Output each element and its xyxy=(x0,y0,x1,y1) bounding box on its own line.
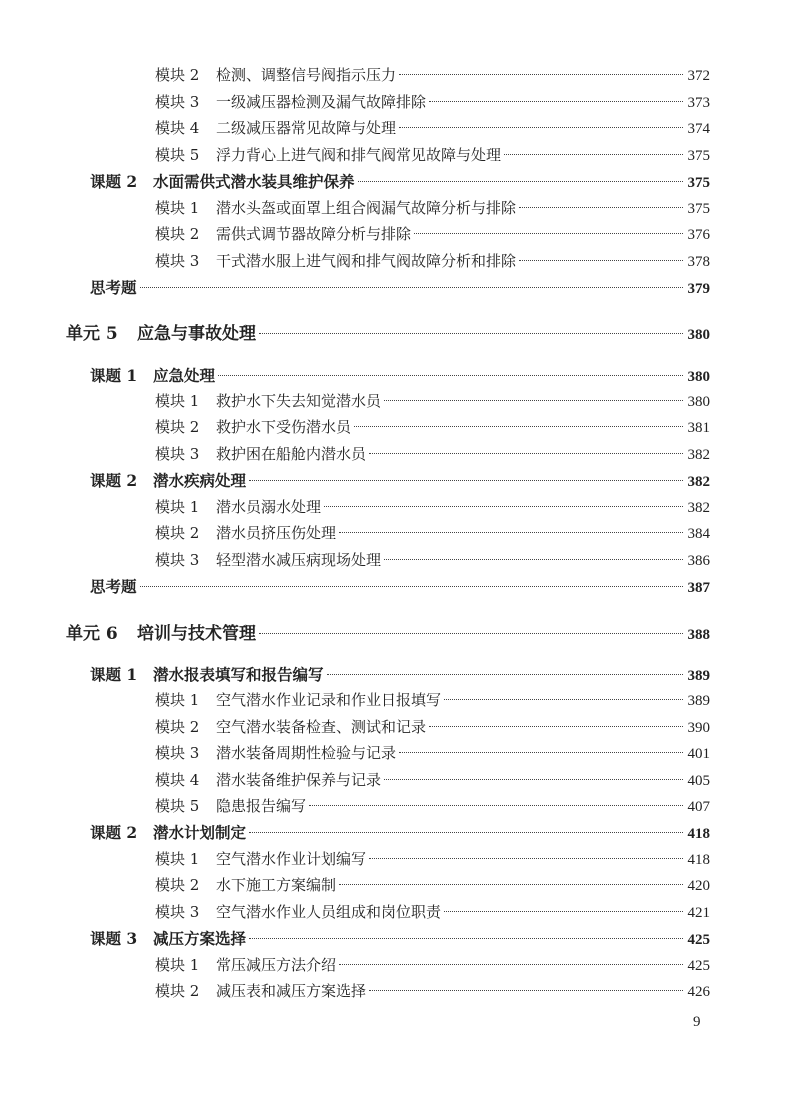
toc-entry-label: 模块 3 xyxy=(155,445,200,463)
dot-leader xyxy=(519,207,682,208)
dot-leader xyxy=(444,911,682,912)
toc-module-entry xyxy=(155,795,710,816)
toc-entry-title: 常压减压方法介绍 xyxy=(216,956,337,974)
dot-leader xyxy=(384,400,682,401)
toc-entry-label: 模块 2 xyxy=(155,524,200,542)
toc-module-entry xyxy=(155,980,710,1001)
toc-questions-entry xyxy=(90,575,710,597)
toc-entry-label: 模块 3 xyxy=(155,93,200,111)
toc-entry-label: 模块 3 xyxy=(155,252,200,270)
dot-leader xyxy=(249,480,682,481)
dot-leader xyxy=(384,559,682,560)
toc-entry-label: 课题 1 xyxy=(90,665,138,684)
toc-entry-label: 课题 2 xyxy=(90,823,138,842)
dot-leader xyxy=(358,181,683,182)
toc-module-entry xyxy=(155,223,710,244)
toc-page-number: 418 xyxy=(687,826,710,842)
toc-page-number: 390 xyxy=(687,720,710,736)
toc-topic-entry xyxy=(90,663,710,685)
toc-page-number: 384 xyxy=(687,526,710,542)
toc-entry-label: 课题 2 xyxy=(90,471,138,490)
toc-entry-label: 课题 1 xyxy=(90,366,138,385)
toc-page-number: 425 xyxy=(687,932,710,948)
toc-entry-label: 单元 6 xyxy=(66,624,118,644)
toc-entry-label: 模块 2 xyxy=(155,718,200,736)
toc-page-number: 389 xyxy=(687,693,710,709)
toc-entry-label: 课题 3 xyxy=(90,929,138,948)
toc-entry-title: 减压表和减压方案选择 xyxy=(216,982,367,1000)
dot-leader xyxy=(309,805,682,806)
toc-entry-title: 检测、调整信号阀指示压力 xyxy=(216,66,397,84)
toc-entry-label: 模块 2 xyxy=(155,225,200,243)
toc-module-entry xyxy=(155,64,710,85)
toc-entry-label: 模块 3 xyxy=(155,744,200,762)
toc-entry-title: 潜水员溺水处理 xyxy=(216,498,322,516)
toc-entry-title: 空气潜水作业记录和作业日报填写 xyxy=(216,691,442,709)
toc-entry-label: 思考题 xyxy=(90,577,137,596)
toc-topic-entry xyxy=(90,927,710,949)
toc-page-number: 420 xyxy=(687,878,710,894)
dot-leader xyxy=(384,779,682,780)
toc-module-entry xyxy=(155,91,710,112)
toc-page-number: 386 xyxy=(687,553,710,569)
toc-topic-entry xyxy=(90,821,710,843)
dot-leader xyxy=(140,586,683,587)
toc-module-entry xyxy=(155,742,710,763)
toc-entry-label: 模块 2 xyxy=(155,66,200,84)
toc-page-number: 382 xyxy=(687,500,710,516)
toc-entry-title: 空气潜水装备检查、测试和记录 xyxy=(216,718,427,736)
dot-leader xyxy=(327,674,683,675)
toc-entry-label: 模块 4 xyxy=(155,119,200,137)
toc-questions-entry xyxy=(90,276,710,298)
dot-leader xyxy=(369,858,682,859)
toc-page-number: 382 xyxy=(687,447,710,463)
toc-entry-title: 救护困在船舱内潜水员 xyxy=(216,445,367,463)
dot-leader xyxy=(504,154,682,155)
toc-page-number: 378 xyxy=(687,254,710,270)
toc-module-entry xyxy=(155,522,710,543)
toc-entry-title: 应急与事故处理 xyxy=(137,324,256,344)
toc-entry-title: 潜水装备周期性检验与记录 xyxy=(216,744,397,762)
toc-entry-label: 模块 5 xyxy=(155,797,200,815)
toc-module-entry xyxy=(155,144,710,165)
toc-entry-title: 减压方案选择 xyxy=(153,929,247,948)
toc-entry-title: 干式潜水服上进气阀和排气阀故障分析和排除 xyxy=(216,252,517,270)
toc-page-number: 421 xyxy=(687,905,710,921)
toc-unit-entry xyxy=(66,619,710,644)
toc-entry-label: 单元 5 xyxy=(66,324,118,344)
toc-entry-title: 培训与技术管理 xyxy=(137,624,256,644)
toc-module-entry xyxy=(155,769,710,790)
toc-page-number: 389 xyxy=(687,668,710,684)
dot-leader xyxy=(259,633,683,634)
toc-entry-title: 潜水头盔或面罩上组合阀漏气故障分析与排除 xyxy=(216,199,517,217)
dot-leader xyxy=(519,260,682,261)
dot-leader xyxy=(218,375,682,376)
dot-leader xyxy=(369,990,682,991)
toc-entry-label: 模块 2 xyxy=(155,418,200,436)
toc-entry-title: 潜水装备维护保养与记录 xyxy=(216,771,382,789)
toc-module-entry xyxy=(155,250,710,271)
toc-module-entry xyxy=(155,443,710,464)
toc-page-number: 379 xyxy=(687,281,710,297)
toc-topic-entry xyxy=(90,469,710,491)
toc-page-number: 373 xyxy=(687,95,710,111)
dot-leader xyxy=(399,752,682,753)
toc-topic-entry xyxy=(90,170,710,192)
dot-leader xyxy=(399,74,682,75)
toc-page-number: 375 xyxy=(687,201,710,217)
toc-entry-label: 模块 1 xyxy=(155,498,200,516)
toc-unit-entry xyxy=(66,319,710,344)
toc-page-number: 405 xyxy=(687,773,710,789)
toc-page-number: 375 xyxy=(687,148,710,164)
dot-leader xyxy=(354,426,682,427)
dot-leader xyxy=(339,532,682,533)
toc-entry-title: 空气潜水作业人员组成和岗位职责 xyxy=(216,903,442,921)
toc-module-entry xyxy=(155,197,710,218)
toc-entry-title: 潜水员挤压伤处理 xyxy=(216,524,337,542)
toc-module-entry xyxy=(155,390,710,411)
toc-page-number: 375 xyxy=(687,175,710,191)
toc-page-number: 380 xyxy=(687,369,710,385)
dot-leader xyxy=(249,832,682,833)
toc-page-number: 407 xyxy=(687,799,710,815)
toc-module-entry xyxy=(155,954,710,975)
dot-leader xyxy=(444,699,682,700)
toc-entry-title: 救护水下受伤潜水员 xyxy=(216,418,352,436)
toc-page-number: 426 xyxy=(687,984,710,1000)
toc-module-entry xyxy=(155,716,710,737)
toc-module-entry xyxy=(155,117,710,138)
toc-entry-title: 空气潜水作业计划编写 xyxy=(216,850,367,868)
toc-topic-entry xyxy=(90,364,710,386)
dot-leader xyxy=(429,726,682,727)
dot-leader xyxy=(339,964,682,965)
dot-leader xyxy=(339,884,682,885)
toc-page-number: 382 xyxy=(687,474,710,490)
toc-entry-label: 模块 3 xyxy=(155,551,200,569)
toc-module-entry xyxy=(155,416,710,437)
dot-leader xyxy=(259,333,683,334)
toc-entry-title: 需供式调节器故障分析与排除 xyxy=(216,225,412,243)
toc-entry-title: 潜水报表填写和报告编写 xyxy=(153,665,324,684)
toc-entry-label: 模块 1 xyxy=(155,199,200,217)
toc-page-number: 425 xyxy=(687,958,710,974)
toc-entry-label: 模块 2 xyxy=(155,982,200,1000)
toc-page-number: 388 xyxy=(687,627,710,643)
toc-page-number: 401 xyxy=(687,746,710,762)
toc-module-entry xyxy=(155,549,710,570)
toc-entry-label: 模块 3 xyxy=(155,903,200,921)
dot-leader xyxy=(414,233,682,234)
toc-entry-label: 模块 2 xyxy=(155,876,200,894)
toc-entry-title: 水面需供式潜水装具维护保养 xyxy=(153,172,355,191)
toc-page-number: 387 xyxy=(687,580,710,596)
toc-entry-title: 二级减压器常见故障与处理 xyxy=(216,119,397,137)
toc-page-number: 380 xyxy=(687,394,710,410)
toc-entry-label: 模块 1 xyxy=(155,392,200,410)
toc-page-number: 374 xyxy=(687,121,710,137)
toc-page-number: 372 xyxy=(687,68,710,84)
toc-module-entry xyxy=(155,874,710,895)
dot-leader xyxy=(399,127,682,128)
toc-entry-title: 一级减压器检测及漏气故障排除 xyxy=(216,93,427,111)
toc-entry-label: 模块 4 xyxy=(155,771,200,789)
toc-page-number: 418 xyxy=(687,852,710,868)
toc-entry-label: 模块 1 xyxy=(155,691,200,709)
toc-entry-label: 模块 1 xyxy=(155,956,200,974)
toc-entry-title: 隐患报告编写 xyxy=(216,797,307,815)
dot-leader xyxy=(140,287,683,288)
toc-entry-title: 水下施工方案编制 xyxy=(216,876,337,894)
page-number: 9 xyxy=(693,1014,701,1030)
toc-entry-label: 模块 1 xyxy=(155,850,200,868)
toc-module-entry xyxy=(155,496,710,517)
toc-entry-title: 潜水计划制定 xyxy=(153,823,247,842)
dot-leader xyxy=(324,506,682,507)
toc-page-number: 381 xyxy=(687,420,710,436)
toc-entry-title: 潜水疾病处理 xyxy=(153,471,247,490)
toc-page-number: 376 xyxy=(687,227,710,243)
toc-module-entry xyxy=(155,901,710,922)
toc-entry-title: 应急处理 xyxy=(153,366,216,385)
toc-entry-title: 轻型潜水减压病现场处理 xyxy=(216,551,382,569)
toc-entry-title: 救护水下失去知觉潜水员 xyxy=(216,392,382,410)
toc-entry-label: 思考题 xyxy=(90,278,137,297)
dot-leader xyxy=(369,453,682,454)
toc-page-number: 380 xyxy=(687,327,710,343)
dot-leader xyxy=(429,101,682,102)
toc-module-entry xyxy=(155,848,710,869)
dot-leader xyxy=(249,938,682,939)
toc-entry-label: 课题 2 xyxy=(90,172,138,191)
toc-entry-title: 浮力背心上进气阀和排气阀常见故障与处理 xyxy=(216,146,502,164)
toc-module-entry xyxy=(155,689,710,710)
toc-entry-label: 模块 5 xyxy=(155,146,200,164)
